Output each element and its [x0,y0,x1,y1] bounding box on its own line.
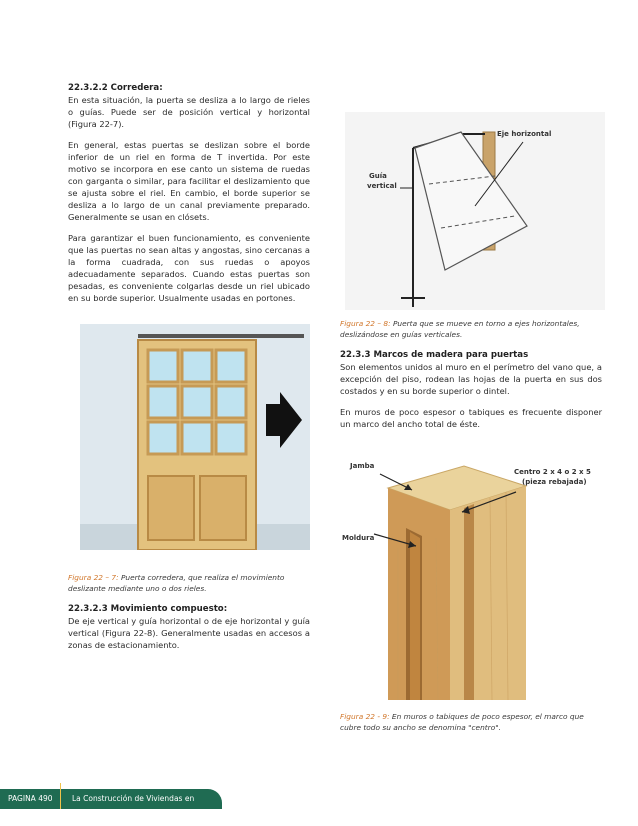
section-heading-corredera: 22.3.2.2 Corredera: [68,83,163,93]
paragraph-corredera-intro: En esta situación, la puerta se desliza a lo largo de rieles o guías. Puede ser de posición vertical y horizontal (Figura 22-7). [68,95,310,129]
section-heading-compuesto: 22.3.2.3 Movimiento compuesto: [68,604,228,614]
figure-sliding-door [80,324,310,550]
figure-overhead-door [345,112,605,310]
left-column [68,82,310,304]
figure-number: Figura 22 – 8: [340,319,391,328]
book-title: La Construcción de Viviendas en Madera [72,794,195,823]
label-pieza-rebajada: (pieza rebajada) [522,478,587,486]
sliding-door-illustration [80,324,310,550]
paragraph-marcos-espesor: En muros de poco espesor o tabiques es frecuente disponer un marco del ancho total de éste. [340,407,602,429]
page-number: PAGINA 490 [8,794,53,803]
left-column-lower [68,572,310,651]
figure-wood-frame [340,458,602,700]
wood-frame-illustration [340,458,602,700]
label-jamba: Jamba [350,462,375,470]
right-column-lower [340,711,602,733]
right-column [340,318,602,430]
label-centro: Centro 2 x 4 o 2 x 5 [514,468,591,476]
figure-text: Puerta corredera, que realiza el movimiento deslizante mediante uno o dos rieles. [68,573,285,593]
label-vertical: vertical [367,182,397,190]
figure-caption-22-9 [340,711,602,733]
figure-number: Figura 22 - 9: [340,712,390,721]
paragraph-compuesto: De eje vertical y guía horizontal o de eje horizontal y guía vertical (Figura 22-8). Generalmente usadas en accesos a zonas de estacionamiento. [68,616,310,650]
overhead-door-illustration [345,112,605,310]
label-eje-horizontal: Eje horizontal [497,130,552,138]
paragraph-corredera-funcionamiento: Para garantizar el buen funcionamiento, es conveniente que las puertas no sean altas y angostas, sino cercanas a la forma cuadrada, con sus ruedas o apoyos adecuadamente separados. Cuando estas puertas son pesadas, es conveniente colgarlas desde un riel ubicado en su borde superior. Usualmente usadas en portones. [68,233,310,303]
figure-text: Puerta que se mueve en torno a ejes horizontales, deslizándose en guías verticales. [340,319,580,339]
paragraph-marcos-intro: Son elementos unidos al muro en el perímetro del vano que, a excepción del piso, rodean las hojas de la puerta en sus dos costados y en su borde superior o dintel. [340,362,602,396]
figure-caption-22-8 [340,318,602,340]
label-moldura: Moldura [342,534,375,542]
section-heading-marcos: 22.3.3 Marcos de madera para puertas [340,350,529,360]
page-footer [0,789,222,823]
figure-number: Figura 22 – 7: [68,573,119,582]
paragraph-corredera-rieles: En general, estas puertas se deslizan sobre el borde inferior de un riel en forma de T invertida. Por este motivo se incorpora en ese canto un sistema de ruedas con garganta o similar, para facilitar el deslizamiento que se ajusta sobre el riel. En cambio, el borde superior se desliza a lo largo de un canal previamente preparado. Generalmente se usan en clósets. [68,140,310,222]
figure-text: En muros o tabiques de poco espesor, el marco que cubre todo su ancho se denomina "centro". [340,712,584,732]
footer-divider [60,783,61,809]
label-guia: Guía [369,172,387,180]
figure-caption-22-7 [68,572,310,594]
